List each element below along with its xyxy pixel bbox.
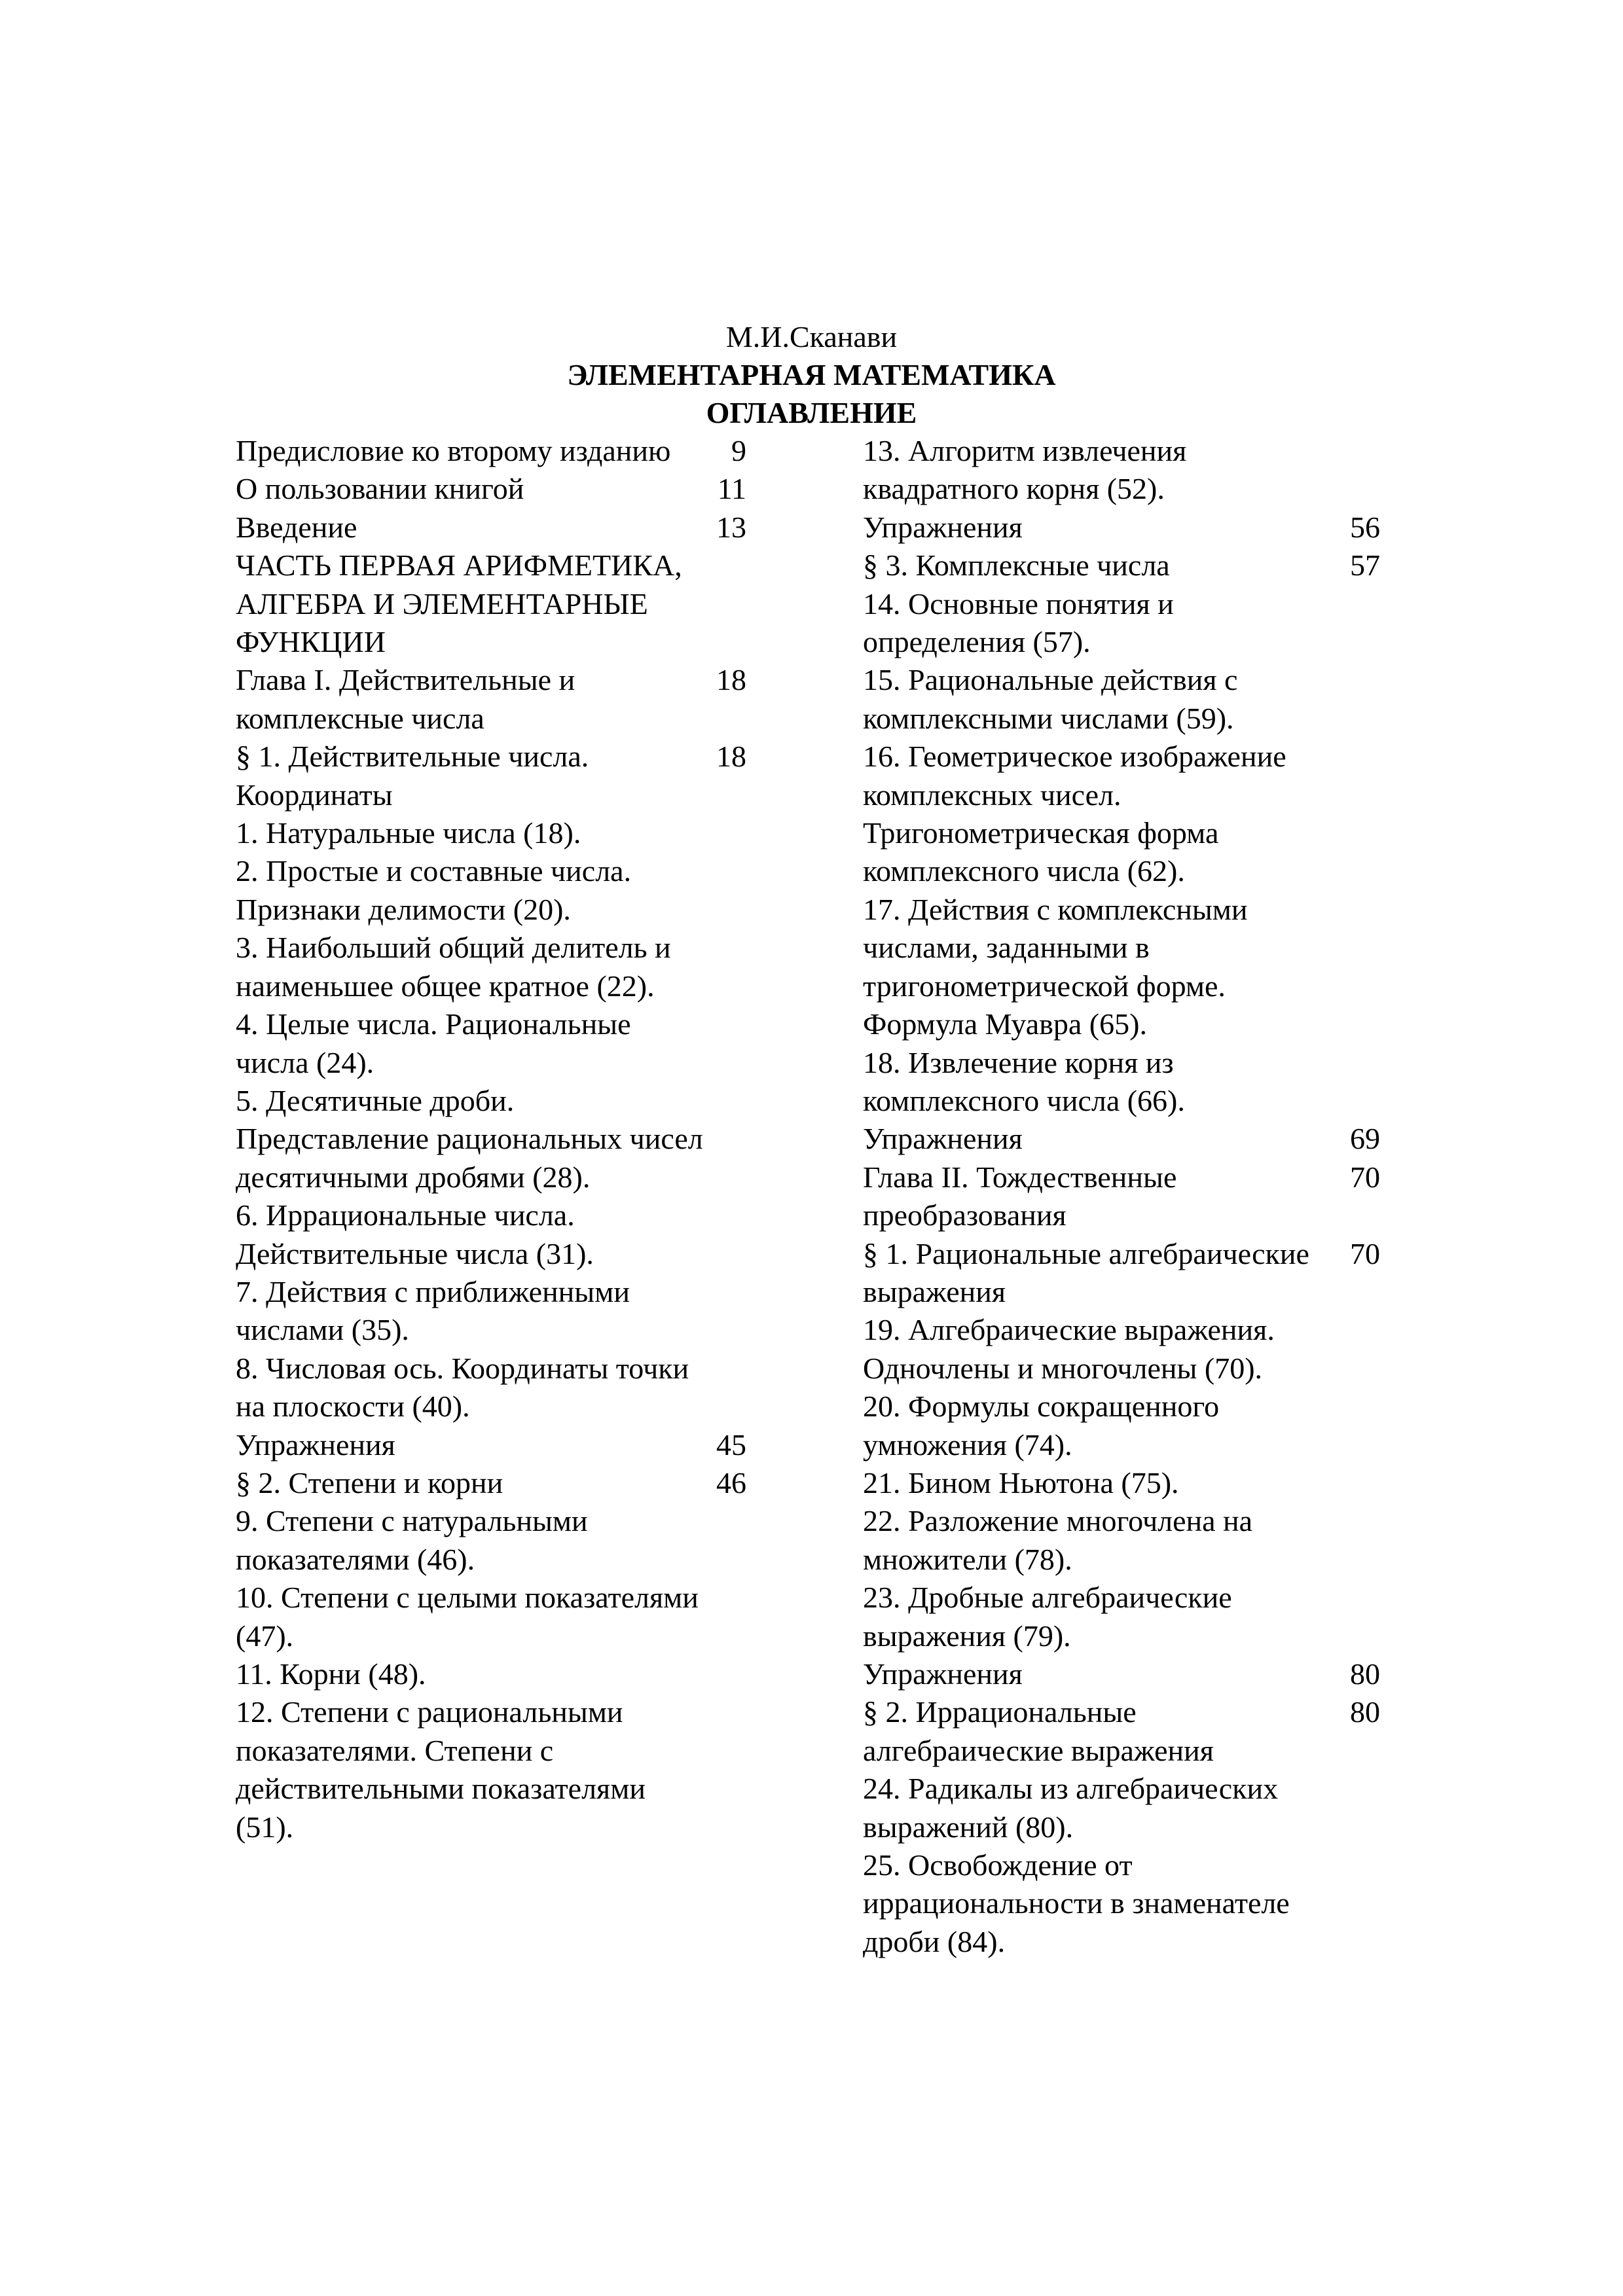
toc-entry-text: Глава I. Действительные и комплексные числа (236, 663, 575, 735)
toc-entry (863, 1846, 1427, 1961)
toc-entry-text: 24. Радикалы из алгебраических выражений (80). (863, 1772, 1279, 1844)
toc-entry (863, 1579, 1427, 1655)
toc-entry-page: 70 (1350, 1160, 1380, 1194)
toc-entry-text: 25. Освобождение от иррациональности в знаменателе дроби (84). (863, 1848, 1290, 1958)
toc-entry (863, 432, 1427, 509)
toc-entry-page: 45 (716, 1427, 746, 1462)
toc-entry (236, 470, 773, 508)
toc-entry-text: 2. Простые и составные числа. Признаки делимости (20). (236, 854, 632, 926)
toc-entry-page: 80 (1350, 1695, 1380, 1729)
toc-entry-text: Упражнения (236, 1427, 395, 1462)
toc-entry (863, 1388, 1427, 1464)
toc-entry (236, 1005, 773, 1082)
toc-entry (863, 1464, 1427, 1502)
toc-entry-text: ЧАСТЬ ПЕРВАЯ АРИФМЕТИКА, АЛГЕБРА И ЭЛЕМЕНТАРНЫЕ ФУНКЦИИ (236, 548, 682, 659)
toc-entry-text: 16. Геометрическое изображение комплексных чисел. Тригонометрическая форма комплексного числа (62). (863, 740, 1286, 888)
author: М.И.Сканави (725, 320, 898, 353)
toc-entry (236, 509, 773, 547)
toc-entry-page: 11 (717, 472, 746, 506)
toc-entry (236, 1655, 773, 1693)
toc-entry-text: § 3. Комплексные числа (863, 548, 1170, 583)
toc-entry-text: 5. Десятичные дроби. Представление рациональных чисел десятичными дробями (28). (236, 1083, 703, 1194)
toc-entry (236, 814, 773, 852)
toc-entry (236, 852, 773, 929)
toc-entry-text: 19. Алгебраические выражения. Одночлены и многочлены (70). (863, 1313, 1275, 1385)
toc-entry-page: 18 (716, 663, 746, 697)
toc-entry-page: 56 (1350, 510, 1380, 544)
toc-entry-text: 15. Рациональные действия с комплексными числами (59). (863, 663, 1238, 735)
toc-entry-text: 11. Корни (48). (236, 1657, 426, 1691)
toc-entry-text: Глава II. Тождественные преобразования (863, 1160, 1177, 1232)
toc-entry-text: 20. Формулы сокращенного умножения (74). (863, 1390, 1220, 1462)
toc-entry (236, 738, 773, 814)
toc-entry-page: 13 (716, 510, 746, 544)
toc-entry (236, 432, 773, 470)
toc-entry-page: 57 (1350, 548, 1380, 583)
toc-entry-text: 9. Степени с натуральными показателями (46). (236, 1504, 588, 1576)
toc-entry-text: 4. Целые числа. Рациональные числа (24). (236, 1007, 631, 1079)
toc-entry (236, 1693, 773, 1846)
toc-entry-text: 10. Степени с целыми показателями (47). (236, 1581, 699, 1653)
toc-entry (863, 1158, 1427, 1235)
toc-entry (236, 1082, 773, 1196)
toc-entry (863, 1311, 1427, 1388)
toc-entry-page: 69 (1350, 1122, 1380, 1156)
toc-entry (863, 547, 1427, 584)
toc-entry-text: 21. Бином Ньютона (75). (863, 1465, 1179, 1499)
toc-entry-text: 14. Основные понятия и определения (57). (863, 586, 1174, 659)
toc-entry-text: О пользовании книгой (236, 472, 524, 506)
toc-entry (863, 1693, 1427, 1770)
toc-entry (863, 891, 1427, 1044)
toc-heading: ОГЛАВЛЕНИЕ (706, 396, 917, 429)
toc-entry (236, 1579, 773, 1655)
toc-entry-text: 22. Разложение многочлена на множители (78). (863, 1504, 1253, 1576)
toc-entry (863, 509, 1427, 547)
toc-entry (863, 1655, 1427, 1693)
toc-entry (236, 1350, 773, 1426)
toc-left-column (236, 432, 773, 1846)
toc-entry-text: Упражнения (863, 1657, 1023, 1691)
toc-entry-text: 8. Числовая ось. Координаты точки на плоскости (40). (236, 1351, 689, 1424)
toc-entry-text: 23. Дробные алгебраические выражения (79). (863, 1581, 1232, 1653)
toc-entry-text: Введение (236, 510, 357, 544)
toc-entry (863, 1044, 1427, 1121)
toc-entry-text: Упражнения (863, 1122, 1023, 1156)
toc-entry (236, 1502, 773, 1579)
toc-entry-text: 7. Действия с приближенными числами (35). (236, 1274, 630, 1347)
toc-entry-text: § 1. Рациональные алгебраические выражения (863, 1236, 1309, 1308)
toc-entry-text: § 2. Иррациональные алгебраические выражения (863, 1695, 1214, 1767)
toc-entry-text: 1. Натуральные числа (18). (236, 816, 581, 850)
toc-entry-text: 12. Степени с рациональными показателями. Степени с действительными показателями (51). (236, 1695, 646, 1844)
toc-entry (863, 661, 1427, 738)
toc-entry-page: 18 (716, 740, 746, 774)
toc-entry (863, 1120, 1427, 1158)
toc-entry (236, 1196, 773, 1273)
toc-entry (236, 1464, 773, 1502)
toc-entry (863, 1235, 1427, 1312)
toc-entry-page: 70 (1350, 1236, 1380, 1270)
toc-entry-page: 9 (731, 434, 746, 467)
toc-entry (236, 661, 773, 738)
toc-entry-text: 6. Иррациональные числа. Действительные числа (31). (236, 1198, 594, 1270)
toc-entry (863, 1770, 1427, 1846)
toc-entry-text: Упражнения (863, 510, 1023, 544)
toc-entry-text: 17. Действия с комплексными числами, заданными в тригонометрической форме. Формула Муавра (65). (863, 892, 1248, 1041)
toc-entry (236, 1426, 773, 1464)
toc-entry (863, 1502, 1427, 1579)
toc-entry-text: 3. Наибольший общий делитель и наименьшее общее кратное (22). (236, 931, 671, 1003)
toc-entry-text: § 1. Действительные числа. Координаты (236, 740, 589, 812)
toc-entry-text: § 2. Степени и корни (236, 1465, 503, 1499)
toc-entry (863, 585, 1427, 662)
toc-entry-page: 80 (1350, 1657, 1380, 1691)
toc-entry (236, 929, 773, 1005)
toc-right-column (863, 432, 1427, 1961)
toc-entry (236, 1273, 773, 1350)
toc-entry-text: 13. Алгоритм извлечения квадратного корня (52). (863, 434, 1187, 506)
book-title: ЭЛЕМЕНТАРНАЯ МАТЕМАТИКА (567, 358, 1056, 391)
toc-entry-text: 18. Извлечение корня из комплексного числа (66). (863, 1045, 1185, 1117)
toc-entry (236, 547, 773, 661)
toc-entry-page: 46 (716, 1465, 746, 1499)
toc-entry (863, 738, 1427, 891)
toc-entry-text: Предисловие ко второму изданию (236, 434, 671, 467)
